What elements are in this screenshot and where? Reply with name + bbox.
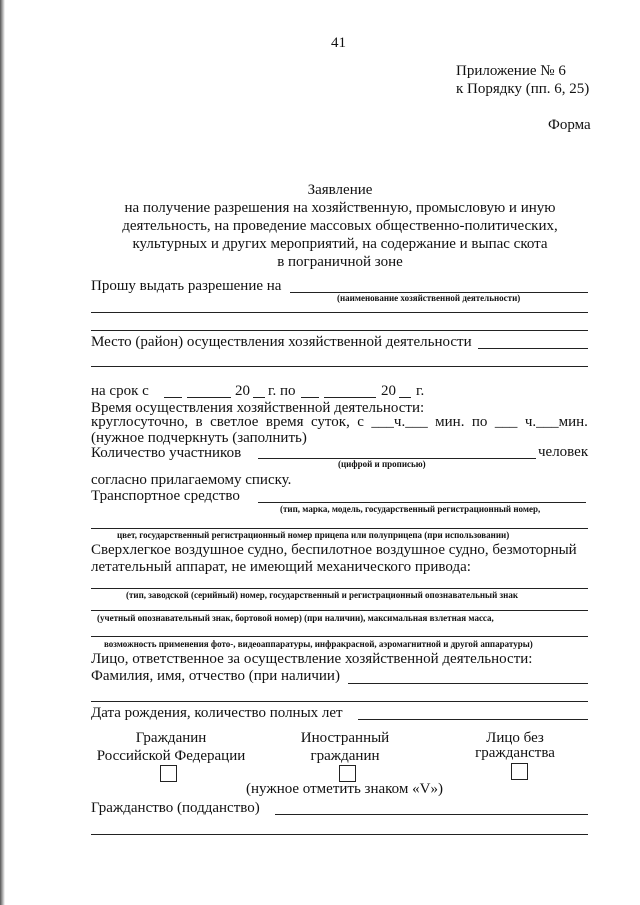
participants-hint: (цифрой и прописью): [338, 459, 426, 469]
aircraft-hint-3: возможность применения фото-, видеоаппаратуры, инфракрасной, аэромагнитной и другой аппаратуры): [104, 639, 533, 649]
word: время: [265, 414, 304, 430]
option-stateless-line2: гражданства: [475, 745, 555, 761]
word: суток,: [310, 414, 350, 430]
word: мин.: [435, 414, 465, 430]
page-number: 41: [331, 35, 346, 51]
option-rf-citizen-line1: Гражданин: [135, 730, 207, 746]
birth-label: Дата рождения, количество полных лет: [91, 705, 343, 721]
term-to-year-field[interactable]: [399, 397, 411, 398]
scan-edge-shadow: [0, 0, 5, 905]
title-line: деятельность, на проведение массовых общественно-политических,: [122, 218, 558, 234]
request-label: Прошу выдать разрешение на: [91, 278, 282, 294]
aircraft-label-line2: летательный аппарат, не имеющий механического привода:: [91, 559, 471, 575]
place-field-line2[interactable]: [91, 366, 588, 367]
participants-label: Количество участников: [91, 445, 242, 461]
rf-citizen-checkbox[interactable]: [160, 765, 177, 782]
option-stateless-line1: Лицо без: [486, 730, 544, 746]
option-foreign-citizen-line2: гражданин: [310, 748, 380, 764]
document-title: Заявление: [307, 182, 373, 198]
aircraft-field-line2[interactable]: [91, 610, 588, 611]
option-foreign-citizen-line1: Иностранный: [300, 730, 390, 746]
participants-unit: человек: [538, 444, 589, 460]
term-year-suffix: г.: [416, 383, 425, 399]
aircraft-field-line3[interactable]: [91, 636, 588, 637]
activity-time-note: (нужное подчеркнуть (заполнить): [91, 430, 307, 446]
word: светлое: [210, 414, 259, 430]
aircraft-field[interactable]: [91, 588, 588, 589]
aircraft-label-line1: Сверхлегкое воздушное судно, беспилотное воздушное судно, безмоторный: [91, 542, 577, 558]
title-line: на получение разрешения на хозяйственную, промысловую и иную: [124, 200, 556, 216]
stateless-checkbox[interactable]: [511, 763, 528, 780]
citizenship-field-line2[interactable]: [91, 834, 588, 835]
vehicle-field[interactable]: [258, 502, 586, 503]
responsible-label: Лицо, ответственное за осуществление хозяйственной деятельности:: [91, 651, 533, 667]
activity-name-hint: (наименование хозяйственной деятельности): [337, 293, 521, 303]
term-from-day-field[interactable]: [164, 397, 182, 398]
mark-note: (нужное отметить знаком «V»): [246, 781, 443, 797]
participants-list-note: согласно прилагаемому списку.: [91, 472, 292, 488]
term-from-label: на срок с: [91, 383, 149, 399]
aircraft-hint-2: (учетный опознавательный знак, бортовой номер) (при наличии), максимальная взлетная масса,: [97, 613, 494, 623]
activity-time-label: Время осуществления хозяйственной деятельности:: [91, 400, 425, 416]
full-name-label: Фамилия, имя, отчество (при наличии): [91, 668, 340, 684]
term-from-year-field[interactable]: [253, 397, 265, 398]
vehicle-hint-1: (тип, марка, модель, государственный регистрационный номер,: [280, 504, 541, 514]
citizenship-field[interactable]: [275, 814, 588, 815]
appendix-label: Приложение № 6: [456, 63, 566, 79]
term-from-year-prefix: 20: [235, 383, 250, 399]
time-to-hour-field[interactable]: ___: [494, 414, 518, 430]
place-field[interactable]: [478, 348, 588, 349]
term-to-day-field[interactable]: [301, 397, 319, 398]
title-line: культурных и других мероприятий, на содержание и выпас скота: [132, 236, 548, 252]
vehicle-label: Транспортное средство: [91, 488, 240, 504]
activity-name-field-line3[interactable]: [91, 330, 588, 331]
procedure-reference: к Порядку (пп. 6, 25): [456, 81, 590, 97]
time-from-field[interactable]: ___ч.___: [371, 414, 428, 430]
aircraft-hint-1: (тип, заводской (серийный) номер, государственный и регистрационный опознавательный знак: [126, 590, 519, 600]
word: с: [357, 414, 364, 430]
form-label: Форма: [548, 117, 591, 133]
full-name-field-line2[interactable]: [91, 701, 588, 702]
option-rf-citizen-line2: Российской Федерации: [96, 748, 246, 764]
word: в: [195, 414, 203, 430]
full-name-field[interactable]: [348, 683, 588, 684]
term-from-month-field[interactable]: [187, 397, 231, 398]
vehicle-hint-2: цвет, государственный регистрационный номер прицепа или полуприцепа (при использовании): [117, 530, 510, 540]
term-to-label: г. по: [268, 383, 296, 399]
foreign-citizen-checkbox[interactable]: [339, 765, 356, 782]
title-line: в пограничной зоне: [277, 254, 403, 270]
activity-name-field-line2[interactable]: [91, 312, 588, 313]
citizenship-label: Гражданство (подданство): [91, 800, 260, 816]
time-to-field[interactable]: ч.___мин.: [524, 414, 588, 430]
place-label: Место (район) осуществления хозяйственной деятельности: [91, 334, 472, 350]
birth-field[interactable]: [358, 719, 588, 720]
activity-time-options: [91, 414, 588, 431]
word: круглосуточно,: [91, 414, 189, 430]
term-to-month-field[interactable]: [324, 397, 376, 398]
word: по: [471, 414, 488, 430]
vehicle-field-line2[interactable]: [91, 528, 588, 529]
term-to-year-prefix: 20: [381, 383, 396, 399]
